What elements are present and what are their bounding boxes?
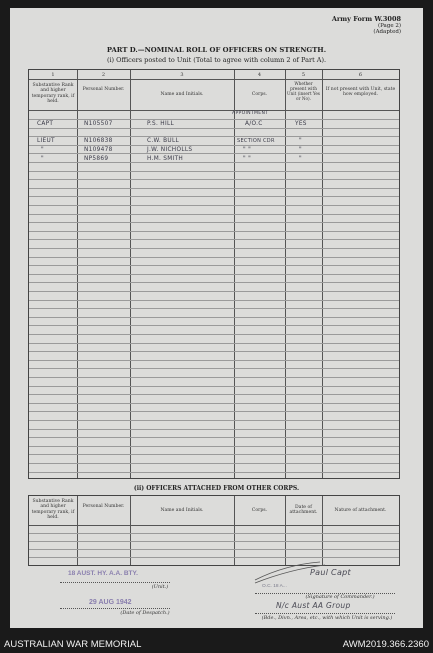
ruled-line [29,360,399,361]
unit-stamp: 18 AUST. HY. A.A. BTY. [68,570,138,577]
row4-rank: " [41,156,44,162]
header-personal-number: Personal Number. [82,87,125,92]
ruled-line [29,153,399,154]
ruled-line [29,145,399,146]
header-present: Whether present with Unit (insert Yes or No). [287,81,320,101]
column-number: 2 [101,72,106,78]
t2-header-date: Date of attachment. [289,505,318,516]
section2-title: (ii) OFFICERS ATTACHED FROM OTHER CORPS. [133,485,300,492]
row4-name: H.M. SMITH [147,156,184,162]
form-identifier [332,16,401,36]
ruled-line [29,437,399,438]
section1-title: (i) Officers posted to Unit (Total to agree with column 2 of Part A). [106,56,327,64]
ruled-line [29,351,399,352]
ruled-line [29,386,399,387]
row1-corps: A/O.C [245,121,263,127]
row3-present: " [299,147,302,153]
part-title: PART D.—NOMINAL ROLL OF OFFICERS ON STRENGTH. [106,46,327,54]
row1-corps-note: APPOINTMENT [232,111,269,116]
ruled-line [29,119,399,120]
ruled-line [29,463,399,464]
t2-header-nature: Nature of attachment. [334,508,387,513]
ruled-line [29,222,399,223]
row2-name: C.W. BULL [147,138,180,144]
row1-present: YES [295,121,307,127]
ruled-line [29,317,399,318]
t2-header-personal-number: Personal Number. [82,504,125,509]
form-name: Army Form W.3008 [331,15,401,23]
column-number: 4 [257,72,262,78]
signature-stamp: O.C. 18 A... [262,584,287,589]
ruled-line [29,162,399,163]
unit-caption: (Unit.) [151,584,169,590]
column-number: 5 [301,72,306,78]
row4-present: " [299,156,302,162]
ruled-line [29,171,399,172]
ruled-line [29,325,399,326]
row2-rank: LIEUT [37,138,55,144]
t2-header-name: Name and Initials. [160,508,204,513]
ruled-line [29,334,399,335]
ruled-line [29,205,399,206]
ruled-line [29,248,399,249]
formation-caption: (Bde., Divn., Area, etc., with which Unit is serving.) [261,615,393,621]
ruled-line [29,231,399,232]
ruled-line [29,420,399,421]
row2-number: N106838 [84,138,113,144]
row3-name: J.W. NICHOLLS [147,147,193,153]
row1-name: P.S. HILL [147,121,175,127]
ruled-line [29,239,399,240]
ruled-line [29,179,399,180]
header-employed: If not present with Unit, state how employed. [325,87,396,98]
row2-corps: SECTION CDR [237,138,275,144]
signature-handwritten: Paul Capt [310,568,351,577]
t2-header-rank: Substantive Rank and higher temporary rank, if held. [31,499,75,521]
ruled-line [29,282,399,283]
column-number: 6 [358,72,363,78]
form-page [10,8,423,628]
ruled-line [29,377,399,378]
ruled-line [29,257,399,258]
ruled-line [29,446,399,447]
ruled-line [29,394,399,395]
row1-rank: CAPT [37,121,54,127]
ruled-line [29,403,399,404]
row3-number: N109478 [84,147,113,153]
footer-institution: AUSTRALIAN WAR MEMORIAL [4,639,142,650]
form-page-number: (Page 2) [377,22,401,29]
footer-bar [0,636,433,653]
ruled-line [29,411,399,412]
header-name: Name and Initials. [160,92,204,97]
date-stamp: 29 AUG 1942 [89,599,132,606]
ruled-line [29,128,399,129]
ruled-line [29,214,399,215]
header-corps: Corps. [251,92,268,97]
footer-accession-number: AWM2019.366.2360 [342,639,429,650]
ruled-line [29,300,399,301]
row2-present: " [299,138,302,144]
column-number: 1 [51,72,55,78]
row3-corps: " " [243,147,252,153]
column-number: 3 [180,72,184,78]
form-adapted: (Adapted) [373,29,401,36]
header-rank: Substantive Rank and higher temporary rank, if held. [31,83,75,105]
row3-rank: " [41,147,44,153]
row4-corps: " " [243,156,252,162]
t2-header-corps: Corps. [251,508,268,513]
ruled-line [29,291,399,292]
ruled-line [29,188,399,189]
ruled-line [29,196,399,197]
ruled-line [29,368,399,369]
ruled-line [29,274,399,275]
signature-caption: (Signature of Commander.) [305,594,375,600]
row1-number: N105507 [84,121,113,127]
ruled-line [29,308,399,309]
ruled-line [29,454,399,455]
row4-number: NP5869 [84,156,109,162]
ruled-line [29,429,399,430]
ruled-line [29,265,399,266]
ruled-line [29,472,399,473]
formation-handwritten: N/c Aust AA Group [276,601,351,610]
ruled-line [29,343,399,344]
date-caption: (Date of Despatch.) [120,610,170,616]
officers-posted-table [28,69,400,479]
